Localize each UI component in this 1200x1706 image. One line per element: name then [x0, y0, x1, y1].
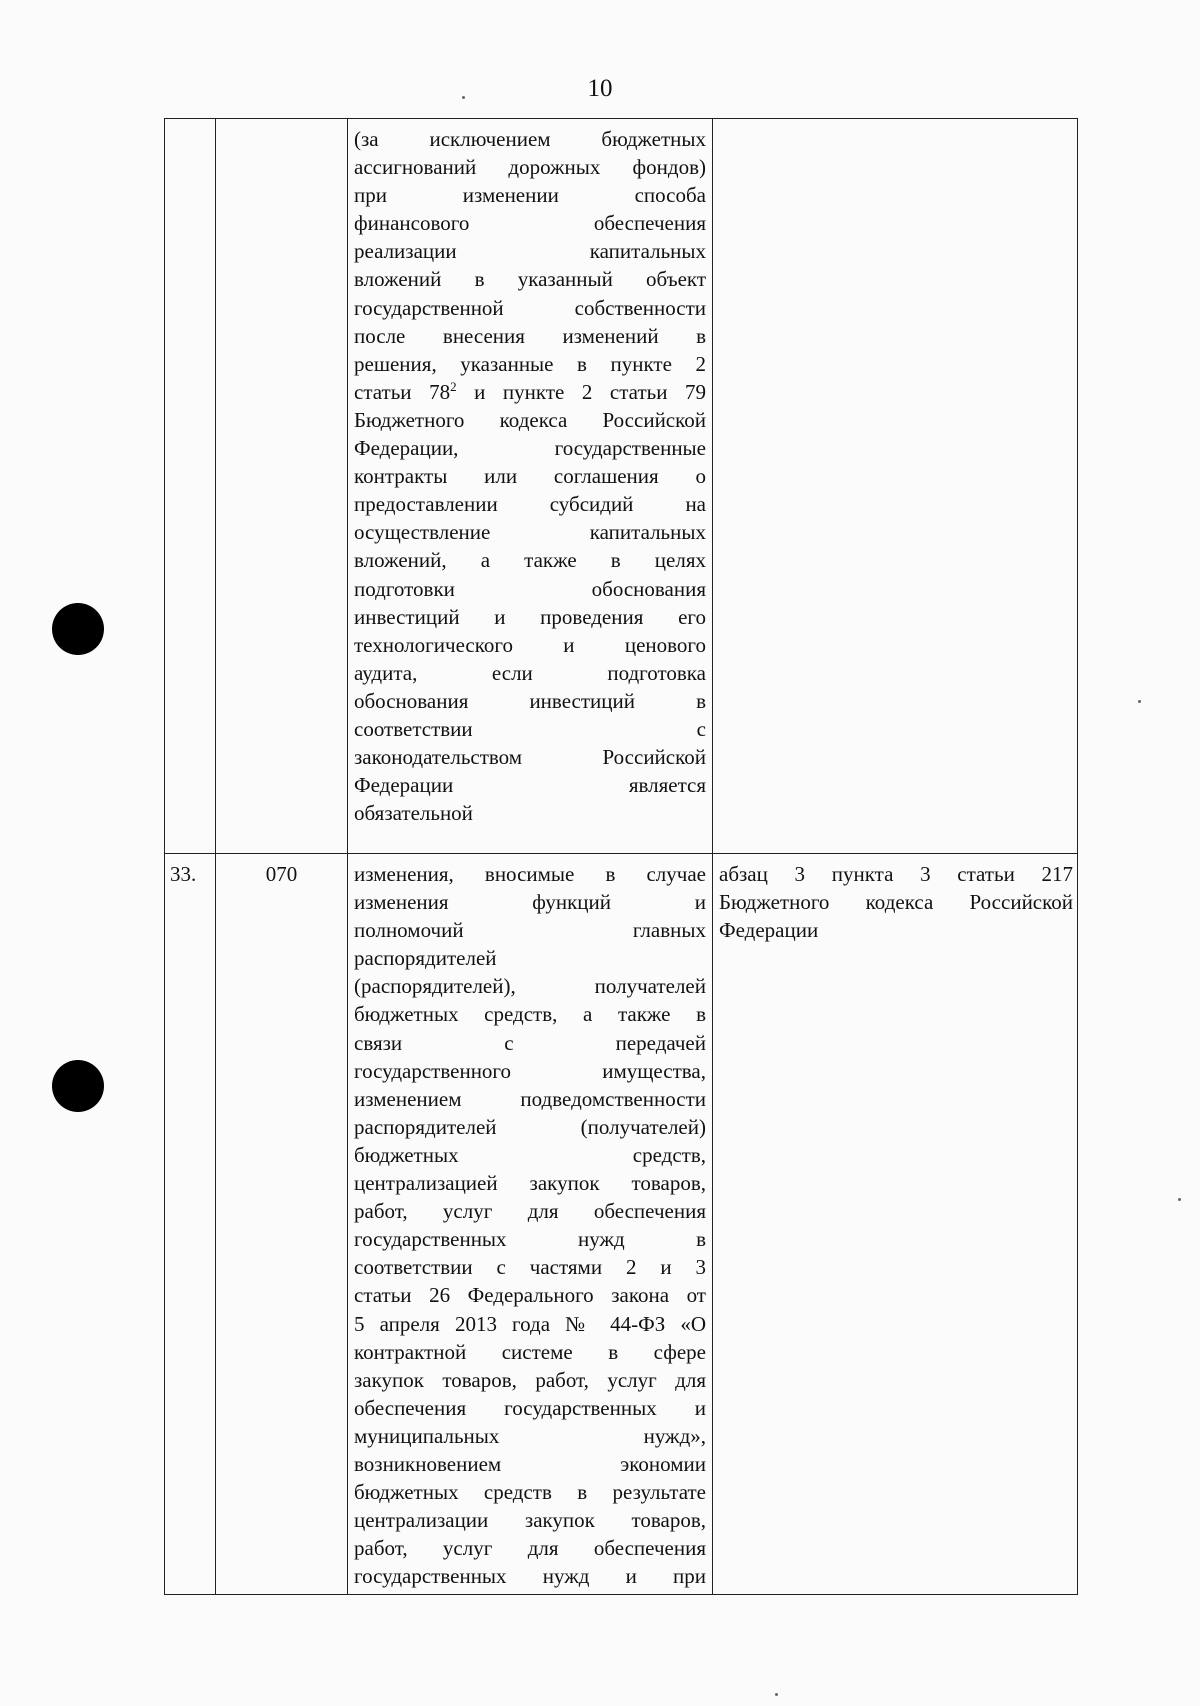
- text-line: Бюджетного кодекса Российской: [354, 407, 706, 432]
- text-line: бюджетных средств,: [354, 1142, 706, 1167]
- scan-speck: [775, 1693, 778, 1696]
- punch-hole: [52, 603, 104, 655]
- punch-hole: [52, 1060, 104, 1112]
- text-line-with-superscript: [354, 378, 706, 406]
- text-line: контрактной системе в сфере: [354, 1339, 706, 1364]
- text-line: соответствии с: [354, 716, 706, 741]
- text-line: обязательной: [354, 801, 473, 826]
- text-line: изменения функций и: [354, 890, 706, 915]
- article-number: статьи 78: [354, 379, 451, 404]
- article-tail: и пункте 2 статьи 79: [456, 379, 706, 404]
- scan-speck: [1178, 1198, 1181, 1201]
- regulation-table: [164, 118, 1078, 1595]
- row-number-cell: [165, 119, 216, 854]
- description-cell: [348, 119, 713, 854]
- reference-line: абзац 3 пункта 3 статьи 217: [719, 862, 1073, 886]
- text-line: финансового обеспечения: [354, 211, 706, 236]
- text-line: аудита, если подготовка: [354, 660, 706, 685]
- text-line: бюджетных средств, а также в: [354, 1002, 706, 1027]
- text-line: государственных нужд и при: [354, 1564, 706, 1589]
- text-line: технологического и ценового: [354, 632, 706, 657]
- text-line: возникновением экономии: [354, 1451, 706, 1476]
- text-line: изменения, вносимые в случае: [354, 862, 706, 886]
- text-line: инвестиций и проведения его: [354, 604, 706, 629]
- text-line: Федерации является: [354, 773, 706, 798]
- row-number-cell: 33.: [165, 854, 216, 1595]
- text-line: муниципальных нужд»,: [354, 1423, 706, 1448]
- text-line: вложений в указанный объект: [354, 267, 706, 292]
- table-row: [165, 854, 1078, 1595]
- text-line: 5 апреля 2013 года № 44-ФЗ «О: [354, 1311, 706, 1336]
- text-line: (за исключением бюджетных: [354, 127, 706, 151]
- text-line: соответствии с частями 2 и 3: [354, 1255, 706, 1280]
- text-line: связи с передачей: [354, 1030, 706, 1055]
- text-line: ассигнований дорожных фондов): [354, 155, 706, 180]
- page-number: 10: [587, 75, 613, 102]
- code-cell: 070: [216, 854, 348, 1595]
- text-line: полномочий главных: [354, 918, 706, 943]
- text-line: бюджетных средств в результате: [354, 1480, 706, 1505]
- text-line: осуществление капитальных: [354, 520, 706, 545]
- text-line: контракты или соглашения о: [354, 464, 706, 489]
- text-line: изменением подведомственности: [354, 1086, 706, 1111]
- text-line: Федерации, государственные: [354, 436, 706, 461]
- text-line: статьи 26 Федерального закона от: [354, 1283, 706, 1308]
- text-line: при изменении способа: [354, 183, 706, 208]
- scan-speck: [1138, 700, 1141, 703]
- code-cell: [216, 119, 348, 854]
- text-line: вложений, а также в целях: [354, 548, 706, 573]
- text-line: распорядителей: [354, 946, 497, 971]
- text-line: распорядителей (получателей): [354, 1114, 706, 1139]
- text-line: работ, услуг для обеспечения: [354, 1536, 706, 1561]
- text-line: централизации закупок товаров,: [354, 1508, 706, 1533]
- description-cell: [348, 854, 713, 1595]
- text-line: обеспечения государственных и: [354, 1395, 706, 1420]
- reference-cell: [713, 854, 1078, 1595]
- text-line: государственной собственности: [354, 295, 706, 320]
- text-line: предоставлении субсидий на: [354, 492, 706, 517]
- text-line: решения, указанные в пункте 2: [354, 351, 706, 376]
- text-line: закупок товаров, работ, услуг для: [354, 1367, 706, 1392]
- text-line: работ, услуг для обеспечения: [354, 1199, 706, 1224]
- text-line: государственного имущества,: [354, 1058, 706, 1083]
- reference-line: Федерации: [719, 918, 819, 943]
- scan-speck: [462, 96, 465, 99]
- text-line: после внесения изменений в: [354, 323, 706, 348]
- reference-line: Бюджетного кодекса Российской: [719, 890, 1073, 915]
- reference-cell: [713, 119, 1078, 854]
- text-line: государственных нужд в: [354, 1227, 706, 1252]
- article-superscript: 2: [450, 378, 457, 394]
- text-line: законодательством Российской: [354, 745, 706, 770]
- text-line: централизацией закупок товаров,: [354, 1171, 706, 1196]
- text-line: (распорядителей), получателей: [354, 974, 706, 999]
- text-line: подготовки обоснования: [354, 576, 706, 601]
- text-line: обоснования инвестиций в: [354, 688, 706, 713]
- text-line: реализации капитальных: [354, 239, 706, 264]
- table-row: [165, 119, 1078, 854]
